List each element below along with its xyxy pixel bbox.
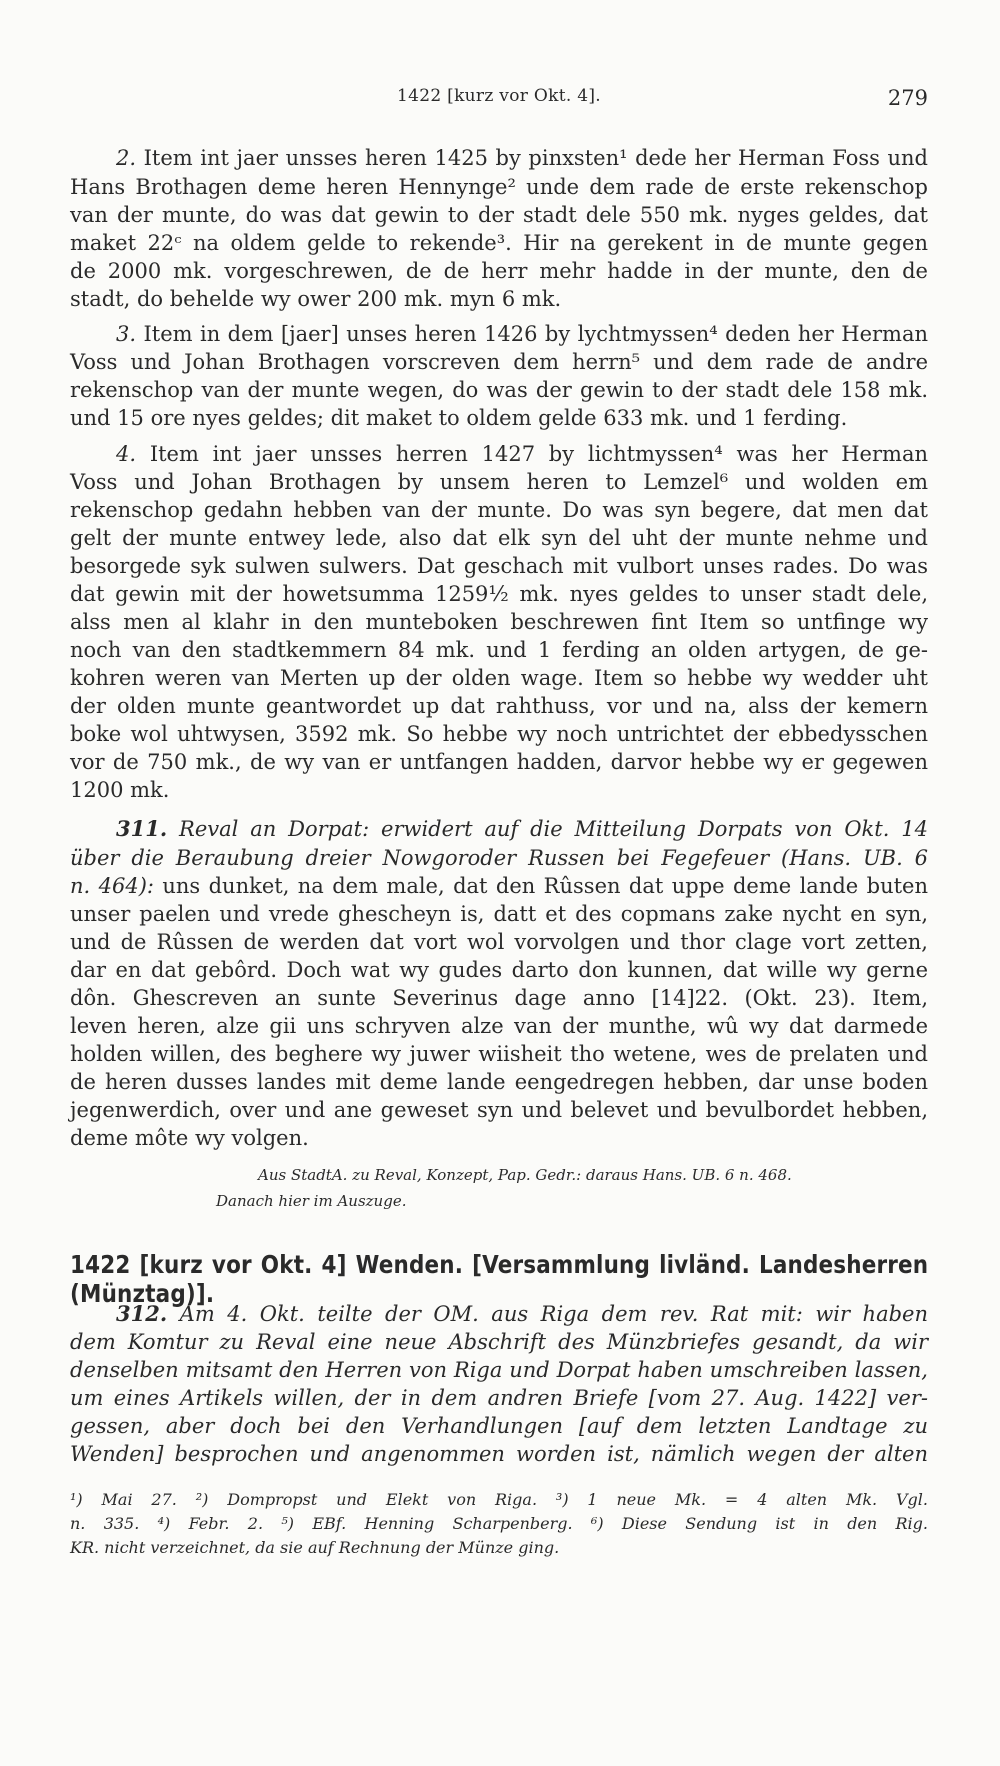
doc-312-line: denselben mitsamt den Herren von Riga und Dorpat haben umschreiben lassen, <box>70 1358 928 1382</box>
footnote-line-1: ¹) Mai 27. ²) Dompropst und Elekt von Riga. ³) 1 neue Mk. = 4 alten Mk. Vgl. <box>70 1490 928 1509</box>
paragraph-2-line-6: stadt, do behelde wy ower 200 mk. myn 6 mk. <box>70 287 562 311</box>
section-heading: 1422 [kurz vor Okt. 4] Wenden. [Versammlung livländ. Landesherren (Münztag)]. <box>70 1250 929 1308</box>
paragraph-3-line-3: rekenschop van der munte wegen, do was der gewin to der stadt dele 158 mk. <box>70 378 928 402</box>
paragraph-4-line-6: dat gewin mit der howetsumma 1259½ mk. nyes geldes to unser stadt dele, <box>70 582 928 606</box>
paragraph-2-line-2: Hans Brothagen deme heren Hennynge² unde dem rade de erste rekenschop <box>70 175 928 199</box>
doc-311-line-3: n. 464): uns dunket, na dem male, dat den Rûssen dat uppe deme lande buten <box>70 874 928 898</box>
paragraph-2-line-5: de 2000 mk. vorgeschrewen, de de herr mehr hadde in der munte, den de <box>70 259 928 283</box>
doc-311-summary-line-2: über die Beraubung dreier Nowgoroder Russen bei Fegefeuer (Hans. UB. 6 <box>70 846 928 870</box>
doc-312-line: Wenden] besprochen und angenommen worden ist, nämlich wegen der alten <box>70 1442 928 1466</box>
paragraph-2-line-4: maket 22ᶜ na oldem gelde to rekende³. Hir na gerekent in de munte gegen <box>70 231 928 255</box>
paragraph-4-line-3: rekenschop gedahn hebben van der munte. Do was syn begere, dat men dat <box>70 498 928 522</box>
paragraph-4-line-9: kohren weren van Merten up der olden wage. Item so hebbe wy wedder uht <box>70 666 928 690</box>
doc-311-text-line: dar en dat gebôrd. Doch wat wy gudes darto don kunnen, dat wille wy gerne <box>70 958 928 982</box>
doc-311-number: 311. <box>116 816 168 841</box>
footnote-line-3: KR. nicht verzeichnet, da sie auf Rechnung der Münze ging. <box>70 1538 560 1557</box>
paragraph-4-line-8: noch van den stadtkemmern 84 mk. und 1 ferding an olden artygen, de ge- <box>70 638 928 662</box>
doc-311-text-line: deme môte wy volgen. <box>70 1126 309 1150</box>
paragraph-2-line-1: 2. Item int jaer unsses heren 1425 by pinxsten¹ dede her Herman Foss und <box>116 146 928 170</box>
paragraph-4-line-12: vor de 750 mk., de wy van er untfangen hadden, darvor hebbe wy er gegewen <box>70 750 928 774</box>
doc-311-text-line: unser paelen und vrede ghescheyn is, datt et des copmans zake nycht en syn, <box>70 902 928 926</box>
running-title: 1422 [kurz vor Okt. 4]. <box>396 86 602 106</box>
paragraph-4-line-1: 4. Item int jaer unsses herren 1427 by lichtmyssen⁴ was her Herman <box>116 442 928 466</box>
item-number-4: 4. <box>116 442 137 466</box>
paragraph-2-line-3: van der munte, do was dat gewin to der stadt dele 550 mk. nyges geldes, dat <box>70 203 928 227</box>
running-header <box>70 86 928 114</box>
footnote-line-2: n. 335. ⁴) Febr. 2. ⁵) EBf. Henning Scharpenberg. ⁶) Diese Sendung ist in den Rig. <box>70 1514 928 1533</box>
doc-311-text-line: de heren dusses landes mit deme lande eengedregen hebben, dar unse boden <box>70 1070 928 1094</box>
doc-312-line: dem Komtur zu Reval eine neue Abschrift des Münzbriefes gesandt, da wir <box>70 1330 928 1354</box>
paragraph-3-line-2: Voss und Johan Brothagen vorscreven dem herrn⁵ und dem rade de andre <box>70 350 928 374</box>
paragraph-4-line-2: Voss und Johan Brothagen by unsem heren to Lemzel⁶ und wolden em <box>70 470 928 494</box>
doc-311-text-line: jegenwerdich, over und ane geweset syn und belevet und bevulbordet hebben, <box>70 1098 928 1122</box>
paragraph-4-line-13: 1200 mk. <box>70 778 170 802</box>
paragraph-3-line-4: und 15 ore nyes geldes; dit maket to oldem gelde 633 mk. und 1 ferding. <box>70 406 848 430</box>
doc-311-source-note-2: Danach hier im Auszuge. <box>216 1192 407 1210</box>
item-number-2: 2. <box>116 146 137 170</box>
paragraph-4-line-10: der olden munte geantwordet up dat rahthuss, vor und na, alss der kemern <box>70 694 928 718</box>
doc-311-text-line: und de Rûssen de werden dat vort wol vorvolgen und thor clage vort zetten, <box>70 930 928 954</box>
item-number-3: 3. <box>116 322 137 346</box>
doc-312-line: gessen, aber doch bei den Verhandlungen [auf dem letzten Landtage zu <box>70 1414 928 1438</box>
paragraph-4-line-5: besorgede syk sulwen sulwers. Dat geschach mit vulbort unses rades. Do was <box>70 554 928 578</box>
doc-311-summary-line-1: 311. Reval an Dorpat: erwidert auf die Mitteilung Dorpats von Okt. 14 <box>116 816 928 841</box>
doc-312-line-1: 312. Am 4. Okt. teilte der OM. aus Riga dem rev. Rat mit: wir haben <box>116 1301 928 1326</box>
doc-311-text-line: dôn. Ghescreven an sunte Severinus dage anno [14]22. (Okt. 23). Item, <box>70 986 928 1010</box>
doc-312-number: 312. <box>116 1301 168 1326</box>
paragraph-4-line-4: gelt der munte entwey lede, also dat elk syn del uht der munte nehme und <box>70 526 928 550</box>
doc-311-text-line: holden willen, des beghere wy juwer wiisheit tho wetene, wes de prelaten und <box>70 1042 928 1066</box>
doc-311-text-line: leven heren, alze gii uns schryven alze van der munthe, wû wy dat darmede <box>70 1014 928 1038</box>
doc-311-source-note: Aus StadtA. zu Reval, Konzept, Pap. Gedr.: daraus Hans. UB. 6 n. 468. <box>258 1166 792 1184</box>
paragraph-4-line-7: alss men al klahr in den munteboken beschrewen fint Item so untfinge wy <box>70 610 928 634</box>
paragraph-3-line-1: 3. Item in dem [jaer] unses heren 1426 by lychtmyssen⁴ deden her Herman <box>116 322 928 346</box>
paragraph-4-line-11: boke wol uhtwysen, 3592 mk. So hebbe wy noch untrichtet der ebbedysschen <box>70 722 928 746</box>
doc-312-line: um eines Artikels willen, der in dem andren Briefe [vom 27. Aug. 1422] ver- <box>70 1386 928 1410</box>
page-number: 279 <box>887 86 928 110</box>
